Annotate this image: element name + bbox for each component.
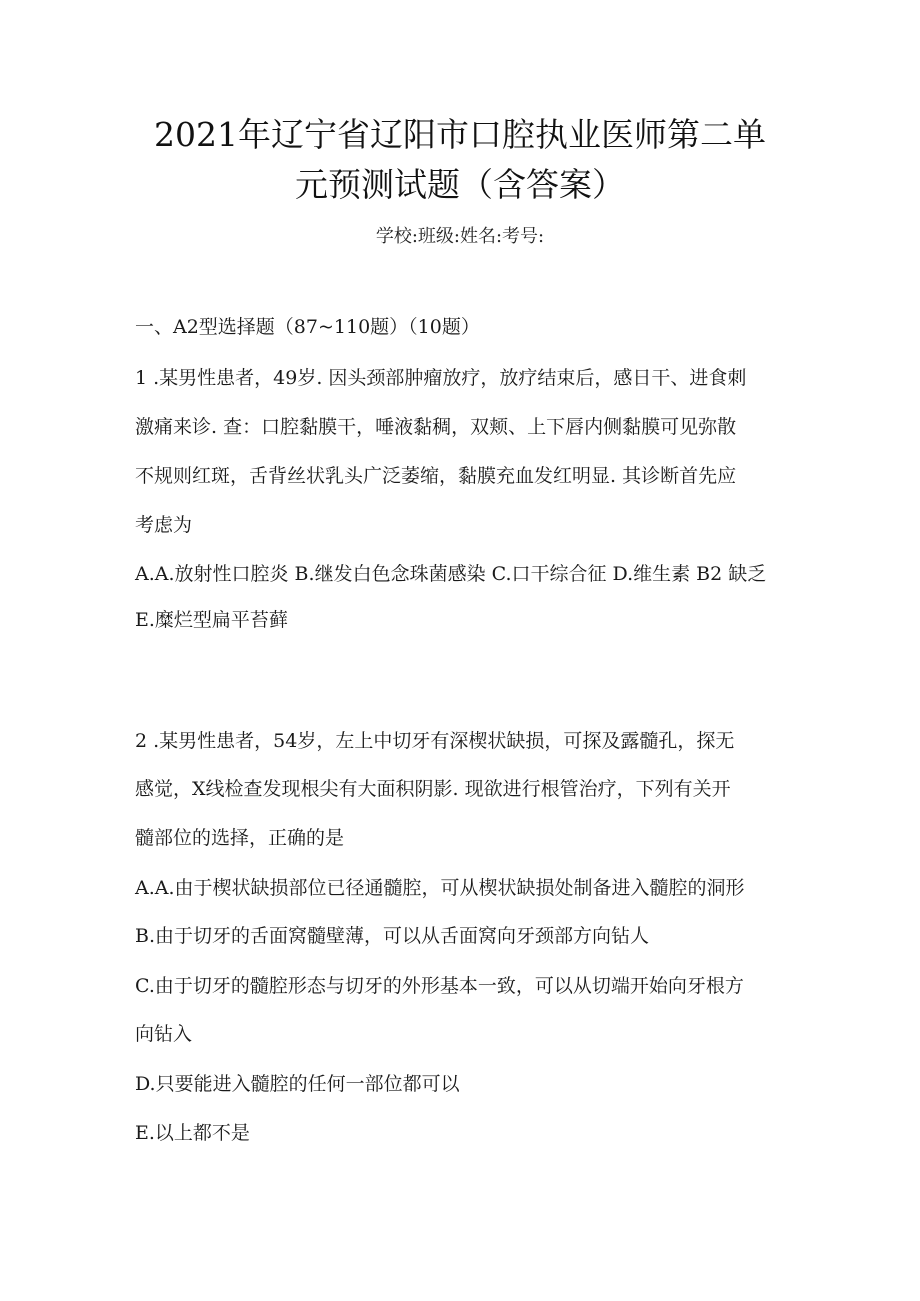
question-1-stem-line: 不规则红斑，舌背丝状乳头广泛萎缩，黏膜充血发红明显. 其诊断首先应: [135, 465, 737, 487]
question-2-stem-line: 感觉，X线检查发现根尖有大面积阴影. 现欲进行根管治疗，下列有关开: [135, 778, 731, 800]
question-2-stem-line: 髓部位的选择，正确的是: [135, 827, 345, 849]
question-1-stem-line: 考虑为: [135, 514, 193, 536]
document-title-line-2: 元预测试题（含答案）: [295, 165, 625, 204]
question-1-options-line: E.糜烂型扁平苔藓: [135, 609, 288, 631]
question-2-stem-line: 2 .某男性患者，54岁，左上中切牙有深楔状缺损，可探及露髓孔，探无: [135, 730, 735, 752]
student-info-fields: 学校:班级:姓名:考号:: [375, 226, 545, 247]
question-1-stem-line: 激痛来诊. 查：口腔黏膜干，唾液黏稠，双颊、上下唇内侧黏膜可见弥散: [135, 416, 737, 438]
section-heading: 一、A2型选择题（87~110题）（10题）: [135, 316, 480, 338]
question-1-options-line: A.A.放射性口腔炎 B.继发白色念珠菌感染 C.口干综合征 D.维生素 B2 缺乏: [135, 563, 767, 585]
question-2-option-d: D.只要能进入髓腔的任何一部位都可以: [135, 1073, 460, 1095]
question-2-option-c: C.由于切牙的髓腔形态与切牙的外形基本一致，可以从切端开始向牙根方: [135, 975, 744, 997]
question-2-option-e: E.以上都不是: [135, 1122, 250, 1144]
question-1-stem-line: 1 .某男性患者，49岁. 因头颈部肿瘤放疗，放疗结束后，感日干、进食刺: [135, 367, 747, 389]
question-2-option-c-continued: 向钻入: [135, 1023, 193, 1045]
question-2-option-a: A.A.由于楔状缺损部位已径通髓腔，可从楔状缺损处制备进入髓腔的洞形: [135, 877, 745, 899]
document-title-line-1: 2021年辽宁省辽阳市口腔执业医师第二单: [154, 115, 766, 154]
question-2-option-b: B.由于切牙的舌面窝髓壁薄，可以从舌面窝向牙颈部方向钻人: [135, 925, 650, 947]
